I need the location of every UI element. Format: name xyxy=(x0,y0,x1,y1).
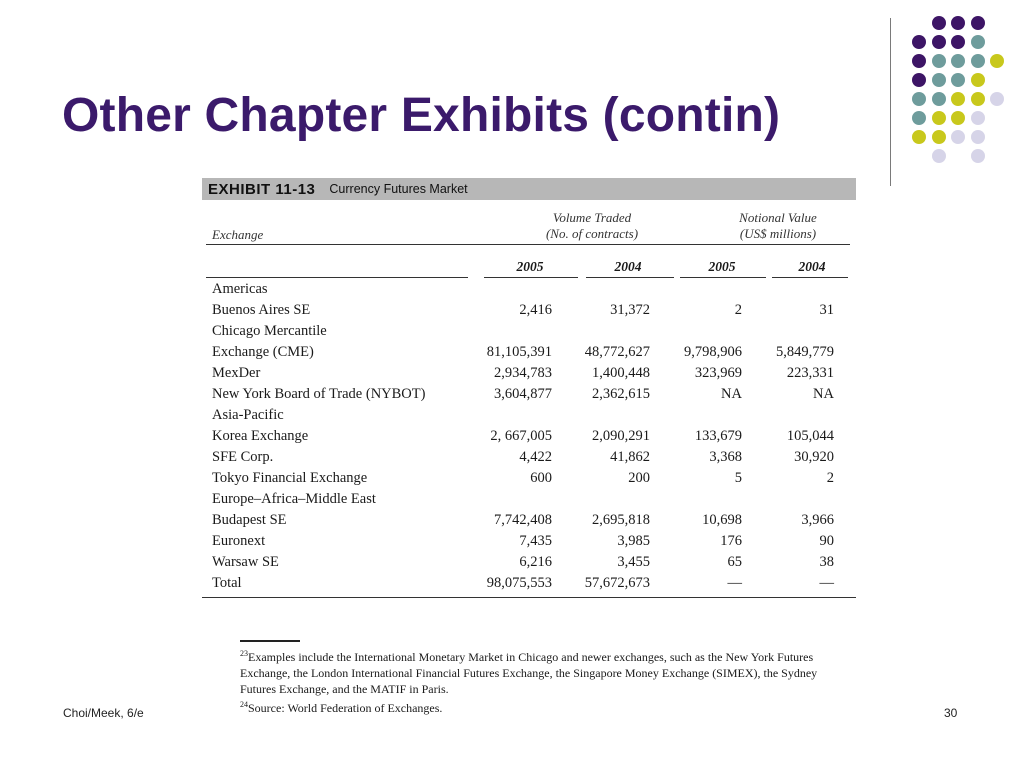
row-label: Total xyxy=(212,575,242,591)
row-label: Tokyo Financial Exchange xyxy=(212,470,368,486)
row-label: Buenos Aires SE xyxy=(212,302,311,318)
decorative-dot xyxy=(932,35,946,49)
decorative-dot xyxy=(912,111,926,125)
table-row xyxy=(202,279,856,300)
decorative-dot xyxy=(971,149,985,163)
year-header: 2005 xyxy=(516,259,544,274)
table-cell: 2,416 xyxy=(519,302,552,318)
table-cell: 31 xyxy=(819,302,834,318)
column-header-exchange: Exchange xyxy=(212,227,264,242)
footer-credit: Choi/Meek, 6/e xyxy=(63,706,144,720)
table-row xyxy=(202,363,856,384)
label-column-rule xyxy=(206,277,468,278)
year-rule xyxy=(772,277,848,278)
table-bottom-rule xyxy=(202,597,856,598)
row-label: Asia-Pacific xyxy=(212,407,284,423)
table-row xyxy=(202,510,856,531)
table-cell: 3,455 xyxy=(617,554,650,570)
table-cell: 105,044 xyxy=(786,428,834,444)
table-cell: 3,368 xyxy=(709,449,742,465)
column-header-volume: Volume Traded (No. of contracts) xyxy=(545,210,639,241)
table-cell: 2 xyxy=(734,302,742,318)
decorative-dot xyxy=(971,54,985,68)
table-cell: 81,105,391 xyxy=(486,344,552,360)
decorative-dot xyxy=(912,92,926,106)
table-cell: 2, 667,005 xyxy=(490,428,552,444)
footnote-23: $^{23}$Examples include the International Monetary Market in Chicago and newer exchanges, such as the New York Futures Exchange, the London International Financial Futures Exchange, the Singapore Money Exchange (SIMEX), the Sydney Futures Exchange, and the MATIF in Paris. xyxy=(240,649,818,696)
table-cell: 3,985 xyxy=(617,533,650,549)
table-cell: 4,422 xyxy=(519,449,552,465)
table-row xyxy=(202,405,856,426)
table-row xyxy=(202,531,856,552)
table-cell: NA xyxy=(813,386,834,402)
decorative-dot xyxy=(951,92,965,106)
exhibit-header xyxy=(202,178,856,200)
row-label: Budapest SE xyxy=(212,512,287,528)
decorative-dot xyxy=(951,54,965,68)
table-cell: 38 xyxy=(819,554,834,570)
row-label: MexDer xyxy=(212,365,261,381)
year-header-row xyxy=(202,245,856,279)
table-cell: 6,216 xyxy=(519,554,552,570)
year-rule xyxy=(484,277,578,278)
table-row xyxy=(202,468,856,489)
table-cell: 41,862 xyxy=(610,449,650,465)
decorative-dot xyxy=(932,16,946,30)
column-header-notional: Notional Value (US$ millions) xyxy=(739,210,817,241)
decorative-dot xyxy=(990,92,1004,106)
decorative-dot xyxy=(912,130,926,144)
page-number: 30 xyxy=(944,706,958,720)
decorative-dot xyxy=(971,35,985,49)
year-header: 2004 xyxy=(798,259,826,274)
decorative-dot xyxy=(932,73,946,87)
table-cell: 3,604,877 xyxy=(494,386,552,402)
decorative-dot xyxy=(951,16,965,30)
decorative-dot xyxy=(932,111,946,125)
table-row xyxy=(202,426,856,447)
table-cell: 1,400,448 xyxy=(592,365,650,381)
decorative-dot xyxy=(912,54,926,68)
year-rule xyxy=(586,277,674,278)
decorative-dot xyxy=(951,35,965,49)
table-cell: 5 xyxy=(734,470,742,486)
decorative-dot xyxy=(951,111,965,125)
table-cell: — xyxy=(819,575,834,591)
decorative-dot xyxy=(932,92,946,106)
decorative-divider xyxy=(890,18,891,186)
table-cell: 10,698 xyxy=(702,512,742,528)
table-cell: 133,679 xyxy=(694,428,742,444)
table-cell: 7,742,408 xyxy=(494,512,552,528)
decorative-dot xyxy=(912,35,926,49)
decorative-dot xyxy=(912,73,926,87)
decorative-dot xyxy=(932,54,946,68)
table-row xyxy=(202,384,856,405)
decorative-dot xyxy=(971,92,985,106)
year-header: 2005 xyxy=(708,259,736,274)
table-cell: 48,772,627 xyxy=(584,344,650,360)
exhibit-title: Currency Futures Market xyxy=(329,182,468,196)
table-cell: 57,672,673 xyxy=(584,575,650,591)
table-cell: 223,331 xyxy=(786,365,834,381)
decorative-dot xyxy=(971,130,985,144)
decorative-dot xyxy=(971,16,985,30)
year-rule xyxy=(680,277,766,278)
row-label: Europe–Africa–Middle East xyxy=(212,491,376,507)
exhibit-table xyxy=(202,178,856,598)
row-label: Americas xyxy=(212,281,268,297)
table-cell: 98,075,553 xyxy=(486,575,552,591)
table-cell: 2,090,291 xyxy=(592,428,650,444)
table-cell: 7,435 xyxy=(519,533,552,549)
footnotes xyxy=(240,640,852,716)
row-label: SFE Corp. xyxy=(212,449,274,465)
table-cell: 65 xyxy=(727,554,742,570)
decorative-dot xyxy=(932,149,946,163)
table-row xyxy=(202,573,856,594)
table-cell: 200 xyxy=(628,470,650,486)
table-row xyxy=(202,321,856,342)
table-cell: 2,695,818 xyxy=(592,512,650,528)
table-cell: 5,849,779 xyxy=(776,344,834,360)
table-cell: 90 xyxy=(819,533,834,549)
table-body xyxy=(202,279,856,594)
column-header-row xyxy=(202,200,856,245)
table-cell: 323,969 xyxy=(694,365,742,381)
decorative-dot xyxy=(971,73,985,87)
table-cell: 9,798,906 xyxy=(684,344,742,360)
row-label: Chicago Mercantile xyxy=(212,323,327,339)
row-label: Warsaw SE xyxy=(212,554,279,570)
slide-title: Other Chapter Exhibits (contin) xyxy=(62,89,781,142)
year-header: 2004 xyxy=(614,259,642,274)
table-cell: 31,372 xyxy=(610,302,650,318)
footnote-24: $^{24}$Source: World Federation of Exchanges. xyxy=(240,700,443,715)
decorative-dot xyxy=(951,130,965,144)
row-label: Exchange (CME) xyxy=(212,344,314,360)
table-row xyxy=(202,552,856,573)
row-label: Korea Exchange xyxy=(212,428,309,444)
table-cell: 30,920 xyxy=(794,449,834,465)
decorative-dot xyxy=(951,73,965,87)
table-cell: — xyxy=(727,575,742,591)
row-label: Euronext xyxy=(212,533,266,549)
table-cell: 2,362,615 xyxy=(592,386,650,402)
table-row xyxy=(202,342,856,363)
table-cell: 2,934,783 xyxy=(494,365,552,381)
table-cell: 600 xyxy=(530,470,552,486)
table-row xyxy=(202,447,856,468)
table-row xyxy=(202,300,856,321)
decorative-dot xyxy=(971,111,985,125)
table-cell: NA xyxy=(721,386,742,402)
table-cell: 3,966 xyxy=(801,512,834,528)
table-cell: 176 xyxy=(720,533,742,549)
decorative-dot xyxy=(990,54,1004,68)
table-row xyxy=(202,489,856,510)
row-label: New York Board of Trade (NYBOT) xyxy=(212,386,426,402)
decorative-dot xyxy=(932,130,946,144)
exhibit-number: EXHIBIT 11-13 xyxy=(208,180,316,198)
footnote-rule xyxy=(240,640,300,642)
table-cell: 2 xyxy=(826,470,834,486)
